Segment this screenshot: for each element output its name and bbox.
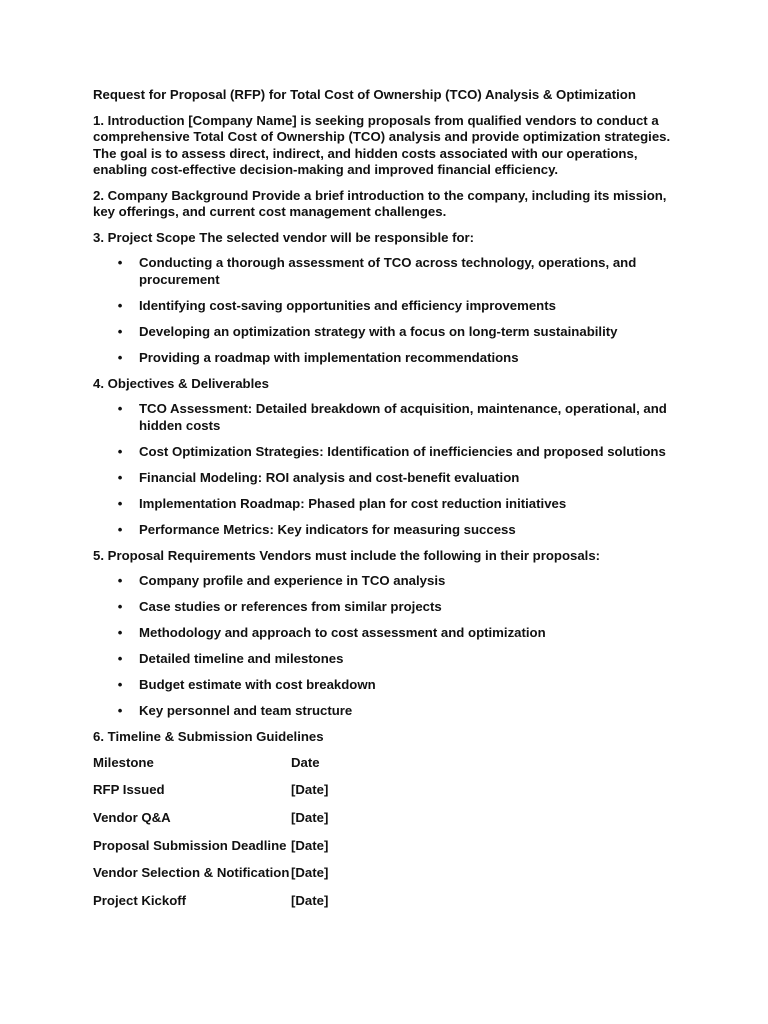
date-cell: [Date] <box>291 865 329 881</box>
scope-list <box>93 255 673 366</box>
milestone-cell: Project Kickoff <box>93 892 187 908</box>
list-item-text: Case studies or references from similar projects <box>139 599 442 614</box>
list-item-text: Cost Optimization Strategies: Identification of inefficiencies and proposed solutions <box>139 443 666 459</box>
list-item-text: Key personnel and team structure <box>139 703 353 718</box>
timeline-table <box>93 755 673 921</box>
list-item-text: Providing a roadmap with implementation recommendations <box>139 349 519 365</box>
objectives-list <box>93 401 673 538</box>
bullet-icon: • <box>117 625 123 640</box>
background-paragraph: 2. Company Background Provide a brief introduction to the company, including its mission, key offerings, and current cost management challenges. <box>93 187 667 219</box>
list-item-text: Developing an optimization strategy with a focus on long-term sustainability <box>139 323 618 339</box>
bullet-icon: • <box>117 573 123 588</box>
list-item-text: Methodology and approach to cost assessment and optimization <box>139 625 546 640</box>
bullet-icon: • <box>117 297 123 313</box>
bullet-icon: • <box>117 651 123 666</box>
list-item-text: Identifying cost-saving opportunities and efficiency improvements <box>139 297 556 313</box>
scope-heading: 3. Project Scope The selected vendor will be responsible for: <box>93 229 475 245</box>
list-item-text: Financial Modeling: ROI analysis and cost-benefit evaluation <box>139 469 520 485</box>
table-row <box>93 838 673 866</box>
column-header-milestone: Milestone <box>93 754 154 770</box>
bullet-icon: • <box>117 443 123 459</box>
bullet-icon: • <box>117 599 123 614</box>
bullet-icon: • <box>117 469 123 485</box>
bullet-icon: • <box>117 349 123 365</box>
list-item <box>93 496 673 513</box>
requirements-list <box>93 573 673 720</box>
column-header-date: Date <box>291 754 320 770</box>
table-row <box>93 893 673 921</box>
bullet-icon: • <box>117 521 123 537</box>
milestone-cell: Proposal Submission Deadline <box>93 837 287 853</box>
list-item-text: Detailed timeline and milestones <box>139 651 344 666</box>
list-item <box>93 444 673 461</box>
document-body <box>93 87 673 921</box>
requirements-heading: 5. Proposal Requirements Vendors must include the following in their proposals: <box>93 547 601 563</box>
timeline-heading: 6. Timeline & Submission Guidelines <box>93 729 324 744</box>
milestone-cell: RFP Issued <box>93 782 165 798</box>
date-cell: [Date] <box>291 782 329 798</box>
bullet-icon: • <box>117 677 123 692</box>
bullet-icon: • <box>117 323 123 339</box>
list-item <box>93 470 673 487</box>
table-row <box>93 865 673 893</box>
list-item <box>93 401 673 434</box>
date-cell: [Date] <box>291 837 329 853</box>
introduction-paragraph: 1. Introduction [Company Name] is seeking proposals from qualified vendors to conduct a comprehensive Total Cost of Ownership (TCO) analysis and provide optimization strategies. The goal is to assess direct, indirect, and hidden costs associated with our operations, enabling cost-effective decision-making and improved financial efficiency. <box>93 112 671 177</box>
bullet-icon: • <box>117 703 123 718</box>
list-item <box>93 651 673 668</box>
list-item-text: Conducting a thorough assessment of TCO across technology, operations, and procurement <box>139 255 637 287</box>
list-item <box>93 573 673 590</box>
date-cell: [Date] <box>291 809 329 825</box>
table-row <box>93 782 673 810</box>
list-item <box>93 599 673 616</box>
list-item <box>93 324 673 341</box>
list-item-text: TCO Assessment: Detailed breakdown of acquisition, maintenance, operational, and hidden costs <box>139 401 667 433</box>
date-cell: [Date] <box>291 892 329 908</box>
bullet-icon: • <box>117 255 123 270</box>
list-item-text: Company profile and experience in TCO analysis <box>139 573 446 588</box>
bullet-icon: • <box>117 495 123 511</box>
list-item <box>93 255 673 288</box>
list-item <box>93 677 673 694</box>
milestone-cell: Vendor Selection & Notification <box>93 865 290 881</box>
milestone-cell: Vendor Q&A <box>93 809 171 825</box>
table-header-row <box>93 755 673 783</box>
list-item <box>93 522 673 539</box>
list-item-text: Budget estimate with cost breakdown <box>139 677 376 692</box>
objectives-heading: 4. Objectives & Deliverables <box>93 375 269 391</box>
table-row <box>93 810 673 838</box>
list-item <box>93 625 673 642</box>
document-title: Request for Proposal (RFP) for Total Cost of Ownership (TCO) Analysis & Optimization <box>93 87 636 102</box>
list-item <box>93 703 673 720</box>
list-item-text: Performance Metrics: Key indicators for measuring success <box>139 521 516 537</box>
list-item <box>93 350 673 367</box>
list-item <box>93 298 673 315</box>
list-item-text: Implementation Roadmap: Phased plan for cost reduction initiatives <box>139 495 567 511</box>
bullet-icon: • <box>117 401 123 416</box>
